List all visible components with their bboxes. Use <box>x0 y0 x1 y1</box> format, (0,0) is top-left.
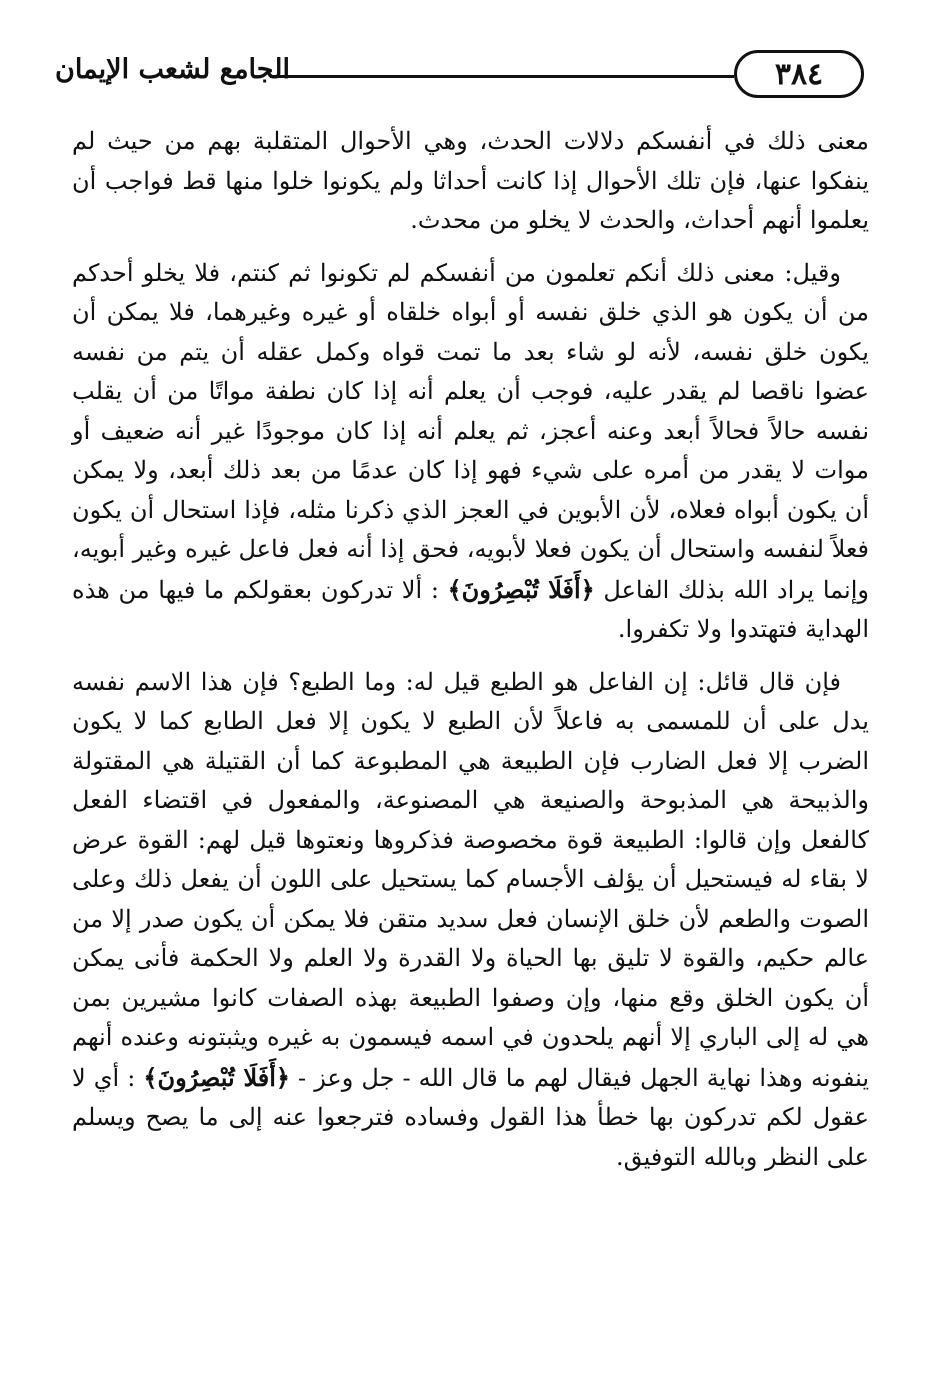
page-number: ٣٨٤ <box>774 56 824 92</box>
book-title: الجامع لشعب الإيمان <box>55 54 290 85</box>
page-number-badge <box>734 50 864 98</box>
paragraph-2-text-before: وقيل: معنى ذلك أنكم تعلمون من أنفسكم لم تكونوا ثم كنتم، فلا يخلو أحدكم من أن يكون هو الذي خلق نفسه أو أبواه خلقاه أو غيره وغيرهما، فلا يمكن أن يكون خلق نفسه، لأنه لو شاء بعد ما تمت قواه وكمل عقله أن يتم من نفسه عضوا ناقصا لم يقدر عليه، فوجب أن يعلم أنه إذا كان نطفة مواتًا من أن يقلب نفسه حالاً فحالاً أبعد وعنه أعجز، ثم يعلم أنه إذا كان موجودًا غير أنه ضعيف أو موات لا يقدر من أمره على شيء فهو إذا كان عدمًا من بعد ذلك أبعد، ولا يمكن أن يكون أبواه فعلاه، لأن الأبوين في العجز الذي ذكرنا مثله، فإذا استحال أن يكون فعلاً لنفسه واستحال أن يكون فعلا لأبويه، فحق إذا أنه فعل فاعل غيره وغير أبويه، وإنما يراد الله بذلك الفاعل <box>72 258 869 604</box>
quran-verse: ﴿أَفَلَا تُبْصِرُونَ﴾ <box>143 1062 290 1092</box>
quran-verse: ﴿أَفَلَا تُبْصِرُونَ﴾ <box>447 574 595 604</box>
paragraph-2 <box>72 254 869 650</box>
page-body <box>72 122 869 1190</box>
paragraph-2-text-after: : ألا تدركون بعقولكم ما فيها من هذه الهداية فتهتدوا ولا تكفروا. <box>72 575 869 643</box>
paragraph-3-text-after: : أي لا عقول لكم تدركون بها خطأ هذا القول وفساده فترجعوا عنه إلى ما يصح ويسلم على النظر وبالله التوفيق. <box>72 1063 869 1171</box>
paragraph-1-text: معنى ذلك في أنفسكم دلالات الحدث، وهي الأحوال المتقلبة بهم من حيث لم ينفكوا عنها، فإن تلك الأحوال إذا كانت أحداثا ولم يكونوا خلوا منها قط فواجب أن يعلموا أنهم أحداث، والحدث لا يخلو من محدث. <box>72 127 869 234</box>
paragraph-3-text-before: فإن قال قائل: إن الفاعل هو الطبع قيل له: وما الطبع؟ فإن هذا الاسم نفسه يدل على أن للمسمى به فاعلاً لأن الطبع لا يكون إلا فعل الطابع كما لا يكون الضرب إلا فعل الضارب فإن الطبيعة هي المطبوعة كما أن القتيلة هي المقتولة والذبيحة هي المذبوحة والصنيعة هي المصنوعة، والمفعول في اقتضاء الفعل كالفعل وإن قالوا: الطبيعة قوة مخصوصة فذكروها ونعتوها قيل لهم: القوة عرض لا بقاء له فيستحيل أن يؤلف الأجسام كما يستحيل على اللون أن يفعل ذلك وعلى الصوت والطعم لأن خلق الإنسان فعل سديد متقن فلا يمكن أن يكون صدر إلا من عالم حكيم، والقوة لا تليق بها الحياة ولا القدرة ولا العلم ولا الحكمة فأنى يمكن أن يكون الخلق وقع منها، وإن وصفوا الطبيعة بهذه الصفات كانوا مشيرين بمن هي له إلى الباري إلا أنهم يلحدون في اسمه فيسمون به غيره ويثبتونه وعنده أنهم ينفونه وهذا نهاية الجهل فيقال لهم ما قال الله - جل وعز - <box>72 667 870 1092</box>
paragraph-3 <box>72 663 869 1178</box>
page-header <box>55 50 864 100</box>
header-divider <box>270 75 734 78</box>
paragraph-1 <box>72 122 869 241</box>
